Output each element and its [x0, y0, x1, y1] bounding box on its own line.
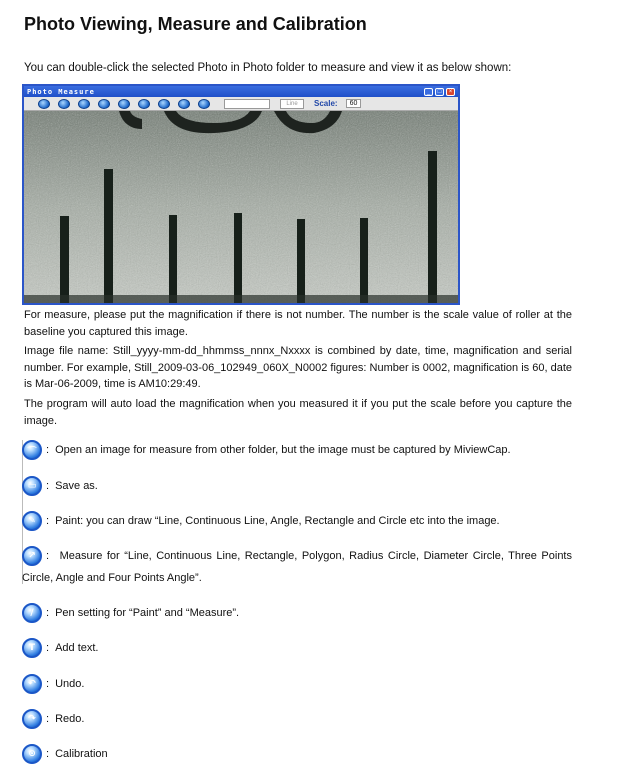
calibration-button[interactable]: [198, 99, 210, 109]
minimize-button[interactable]: _: [424, 88, 433, 96]
item-text: T : Add text.: [22, 638, 98, 658]
item-text-text: Add text.: [55, 642, 99, 654]
item-redo: ↷ : Redo.: [22, 709, 84, 729]
item-pen-text: Pen setting for “Paint” and “Measure”.: [55, 607, 240, 619]
item-open-text: Open an image for measure from other folder, but the image must be captured by MiviewCap.: [55, 444, 511, 456]
page-title: Photo Viewing, Measure and Calibration: [24, 14, 367, 34]
item-paint-text: Paint: you can draw “Line, Continuous Line, Angle, Rectangle and Circle etc into the image.: [55, 515, 500, 527]
toolbar-field[interactable]: [224, 99, 270, 109]
window-controls: [424, 88, 455, 96]
save-button[interactable]: [58, 99, 70, 109]
redo-icon: ↷: [22, 709, 42, 729]
item-undo-text: Undo.: [55, 678, 85, 690]
item-measure-text: Measure for “Line, Continuous Line, Rectangle, Polygon, Radius Circle, Diameter Circle, Three Points Circle, Angle and Four Points Angle”.: [22, 550, 572, 584]
calibration-icon: ⊙: [22, 744, 42, 764]
item-save-text: Save as.: [55, 480, 98, 492]
item-calibration-text: Calibration: [55, 748, 108, 760]
text-icon: T: [22, 638, 42, 658]
maximize-button[interactable]: □: [435, 88, 444, 96]
open-button[interactable]: [38, 99, 50, 109]
item-paint: ✎ : Paint: you can draw “Line, Continuous Line, Angle, Rectangle and Circle etc into the image.: [22, 511, 500, 531]
scale-value-input[interactable]: 60: [346, 99, 362, 108]
paragraph-measure: For measure, please put the magnification if there is not number. The number is the scale value of roller at the baseline you captured this image.: [24, 309, 572, 338]
paragraph-filename: Image file name: Still_yyyy-mm-dd_hhmmss_nnnx_Nxxxx is combined by date, time, magnification and serial number. For example, Still_2009-03-06_102949_060X_N0002 figures: Number is 0002, magnification is 60, date is Mar-06-2009, time is AM10:29:49.: [24, 345, 572, 390]
paragraph-autoload: The program will auto load the magnification when you measured it if you put the scale before you capture the image.: [24, 398, 572, 427]
paint-icon: ✎: [22, 511, 42, 531]
window-titlebar: [24, 86, 458, 97]
item-calibration: ⊙ : Calibration: [22, 744, 108, 764]
scale-label: Scale:: [314, 99, 338, 108]
item-undo: ↶ : Undo.: [22, 674, 84, 694]
item-save: ▭ : Save as.: [22, 476, 98, 496]
open-icon: ⌒: [22, 440, 42, 460]
save-icon: ▭: [22, 476, 42, 496]
text-button[interactable]: [138, 99, 150, 109]
pen-icon: ∕: [22, 603, 42, 623]
item-measure: ↗ : Measure for “Line, Continuous Line, Rectangle, Polygon, Radius Circle, Diameter Circle, Three Points Circle, Angle and Four Points Angle”.: [22, 545, 572, 589]
ruler-photo: [24, 111, 458, 303]
item-open: ⌒ : Open an image for measure from other folder, but the image must be captured by MiviewCap.: [22, 440, 511, 460]
undo-icon: ↶: [22, 674, 42, 694]
redo-button[interactable]: [178, 99, 190, 109]
toolbar-line-field[interactable]: Line: [280, 99, 304, 109]
item-pen: ∕ : Pen setting for “Paint” and “Measure”.: [22, 603, 239, 623]
paint-button[interactable]: [78, 99, 90, 109]
intro-text: You can double-click the selected Photo in Photo folder to measure and view it as below shown:: [24, 62, 512, 74]
window-toolbar: [24, 97, 458, 111]
pen-button[interactable]: [118, 99, 130, 109]
measure-icon: ↗: [22, 546, 42, 566]
measure-button[interactable]: [98, 99, 110, 109]
photo-measure-window: [22, 84, 460, 305]
window-title: Photo Measure: [27, 87, 95, 96]
item-redo-text: Redo.: [55, 713, 85, 725]
close-button[interactable]: ×: [446, 88, 455, 96]
undo-button[interactable]: [158, 99, 170, 109]
